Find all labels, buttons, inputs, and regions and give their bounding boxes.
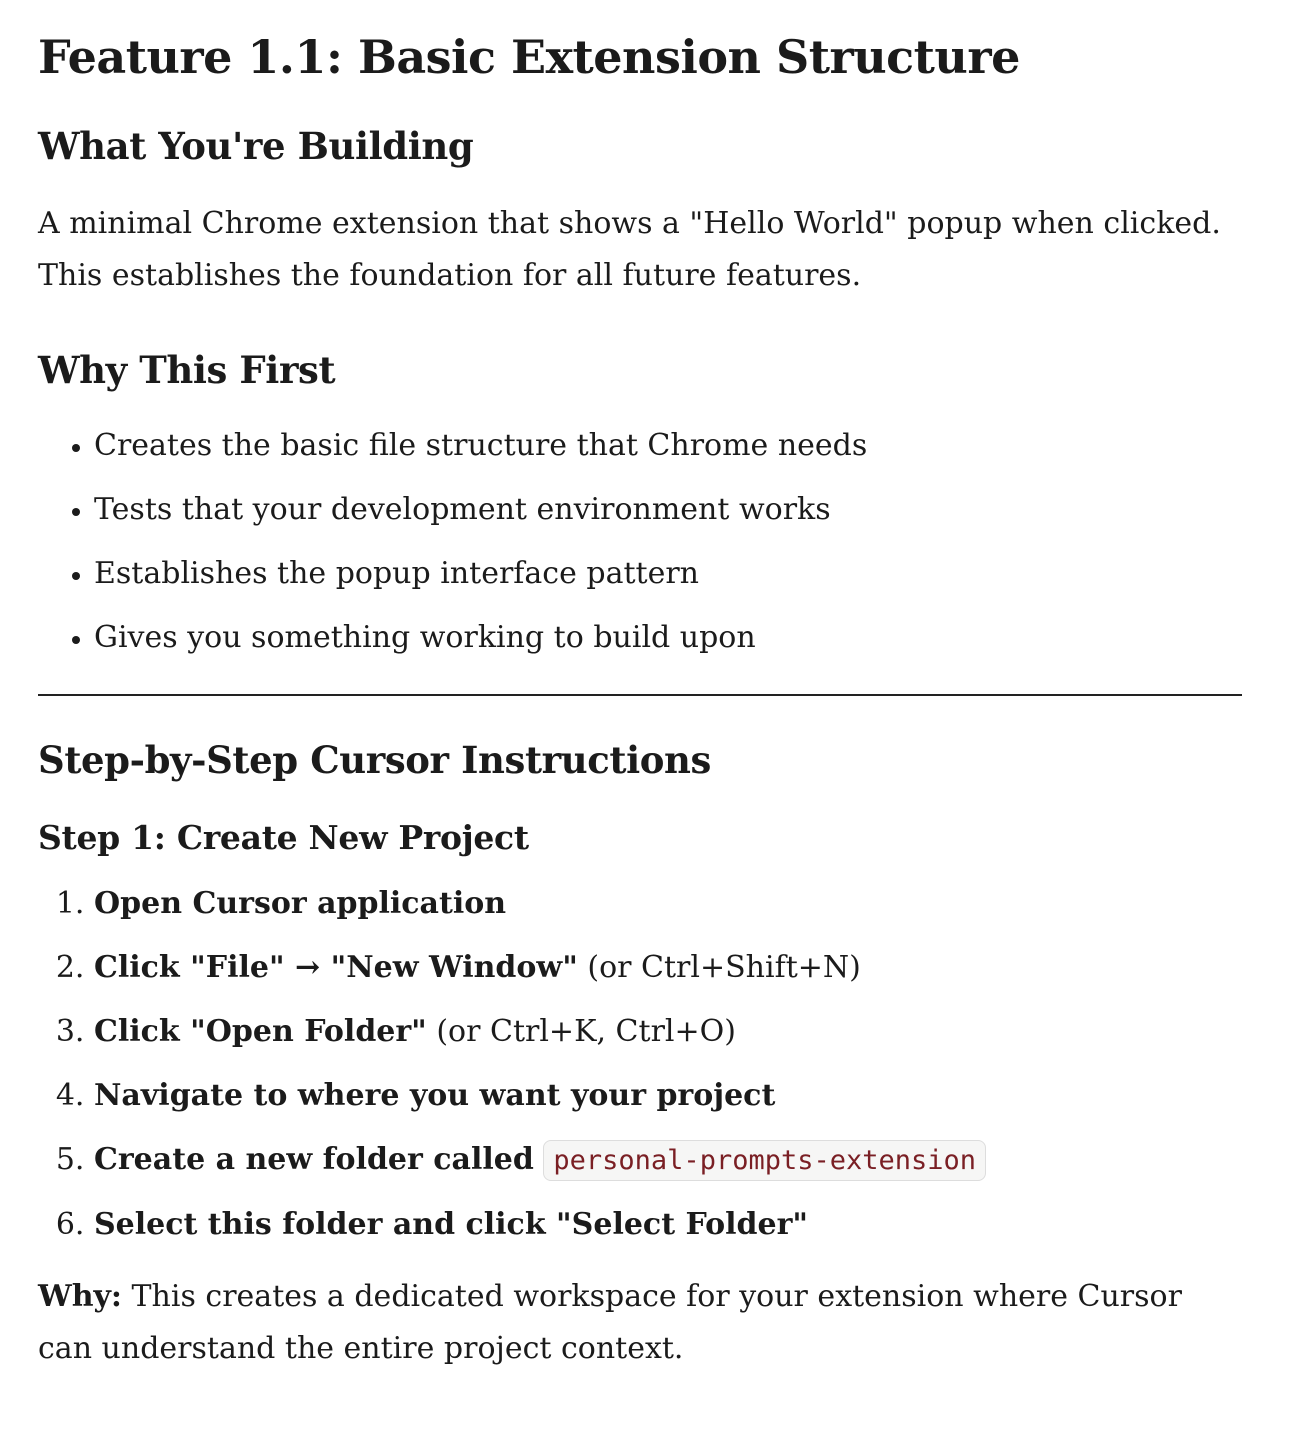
list-item: • Gives you something working to build upon — [94, 606, 1242, 670]
page-title: Feature 1.1: Basic Extension Structure — [38, 30, 1020, 84]
section-divider — [38, 694, 1242, 696]
why-note-paragraph — [38, 1271, 1242, 1375]
list-item — [94, 1000, 1242, 1064]
step-bold-text: Click "Open Folder" — [94, 1014, 427, 1049]
step-bold-text: Click "File" → "New Window" — [94, 950, 578, 985]
why-note-text: This creates a dedicated workspace for your extension where Cursor can understand the entire project context. — [38, 1279, 1182, 1366]
instructions-heading: Step-by-Step Cursor Instructions — [38, 738, 711, 782]
folder-name-code: personal-prompts-extension — [543, 1140, 986, 1181]
what-paragraph: A minimal Chrome extension that shows a "Hello World" popup when clicked. This establishes the foundation for all future features. — [38, 206, 1221, 293]
step-note-text: (or Ctrl+K, Ctrl+O) — [426, 1014, 736, 1049]
list-item — [94, 1193, 1242, 1257]
list-item — [94, 1128, 1242, 1193]
step1-list — [38, 872, 1242, 1257]
list-item: • Establishes the popup interface pattern — [94, 542, 1242, 606]
list-item: • Tests that your development environment works — [94, 478, 1242, 542]
why-bullet-list — [38, 414, 1242, 670]
step-note-text: (or Ctrl+Shift+N) — [577, 950, 861, 985]
step-bold-text: Navigate to where you want your project — [94, 1078, 776, 1113]
why-label: Why: — [38, 1279, 123, 1314]
list-item — [94, 872, 1242, 936]
step-bold-text: Select this folder and click "Select Folder" — [94, 1207, 809, 1242]
step-bold-text: Open Cursor application — [94, 886, 507, 921]
list-item — [94, 936, 1242, 1000]
step-bold-text: Create a new folder called — [94, 1142, 534, 1177]
why-heading: Why This First — [38, 348, 336, 392]
what-heading: What You're Building — [38, 124, 474, 168]
list-item: • Creates the basic file structure that Chrome needs — [94, 414, 1242, 478]
step1-heading: Step 1: Create New Project — [38, 818, 529, 857]
list-item — [94, 1064, 1242, 1128]
